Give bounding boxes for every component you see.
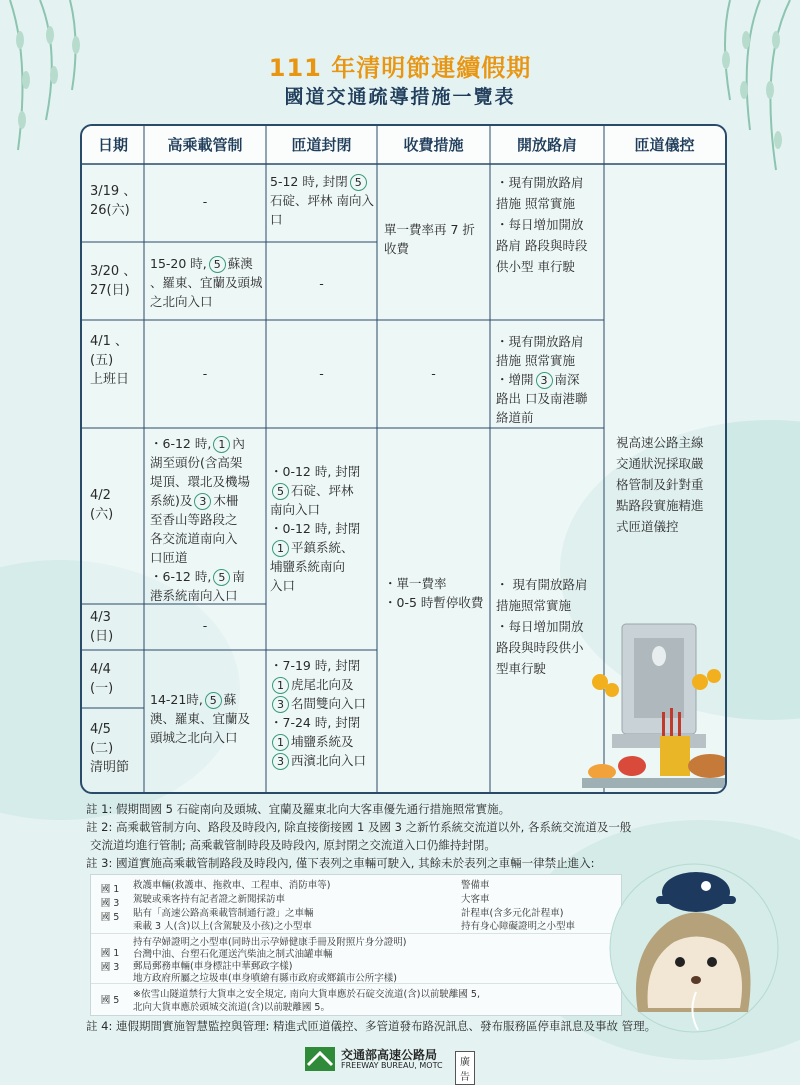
legend-line: 乘載 3 人(含)以上(含駕駛及小孩)之小型車 (133, 921, 312, 932)
route-number-badge: 1 (272, 677, 289, 694)
route-number-badge: 3 (272, 696, 289, 713)
legend-line: 計程車(含多元化計程車) (461, 908, 564, 919)
hov-cell: - (202, 194, 208, 209)
date-cell: 4/3 (日) (90, 610, 114, 644)
date-cell: 3/19 、 26(六) (90, 184, 137, 218)
route-number-badge: 5 (209, 256, 226, 273)
vehicle-legend-table (90, 874, 622, 1016)
ramp-cell: - (319, 276, 324, 291)
toll-cell: ・單一費率 ・0-5 時暫停收費 (384, 576, 484, 610)
legend-group-label: 國 1 國 3 國 5 (100, 884, 120, 923)
header-hov: 高乘載管制 (167, 136, 243, 154)
legend-line: 台灣中油、台塑石化運送汽柴油之制式油罐車輛 (133, 949, 333, 960)
shoulder-cell: ・現有開放路肩 措施 照常實施 ・每日增加開放 路肩 路段與時段 供小型 車行駛 (496, 175, 588, 274)
agency-name-en: FREEWAY BUREAU, MOTC (341, 1061, 443, 1070)
toll-cell: - (431, 366, 436, 381)
route-number-badge: 5 (272, 483, 289, 500)
legend-group-label: 國 1 國 3 (100, 948, 120, 973)
note-4: 註 4: 連假期間實施智慧監控與管理: 精進式匝道儀控、多管道發布路況訊息、發布服務區停車訊息及事故 管理。 (86, 1019, 657, 1033)
note-2: 註 2: 高乘載管制方向、路段及時段內, 除直接銜接國 1 及國 3 之新竹系統交流道以外, 各系統交流道及一般 (86, 820, 632, 834)
hov-cell: 14-21時, 5 蘇 澳、羅東、宜蘭及 頭城之北向入口 (150, 692, 251, 745)
shoulder-cell: ・現有開放路肩 措施 照常實施 ・增開 3 南深 路出 口及南港聯 絡道前 (496, 334, 588, 425)
ramp-cell: - (319, 366, 324, 381)
page-title: 111 年清明節連續假期 (268, 54, 532, 82)
route-number-badge: 1 (272, 734, 289, 751)
route-number-badge: 1 (213, 436, 230, 453)
hov-cell: ・6-12 時, 1 內 湖至頭份(含高架 堤頂、環北及機場 系統)及 3 木柵 至香山等路段之 各交流道南向入 口匝道 ・6-12 時, 5 南 港系統南向入口 (150, 436, 251, 603)
legend-line: 警備車 (461, 880, 490, 891)
legend-line: 北向大貨車應於頭城交流道(含)以前駛離國 5。 (133, 1002, 330, 1013)
route-number-badge: 3 (194, 493, 211, 510)
route-number-badge: 3 (272, 753, 289, 770)
freeway-bureau-logo (305, 1047, 335, 1071)
metering-cell: 視高速公路主線 交通狀況採取嚴 格管制及針對重 點路段實施精進 式匝道儀控 (616, 435, 704, 534)
ramp-cell: ・0-12 時, 封閉 5 石碇、坪林 南向入口 ・0-12 時, 封閉 1 平鎮系統、 埔鹽系統南向 入口 (270, 464, 361, 593)
toll-cell: 單一費率再 7 折 收費 (384, 222, 475, 256)
header-date: 日期 (97, 136, 128, 154)
note-2-cont: 交流道均進行管制; 高乘載管制時段及時段內, 原封閉之交流道入口仍維持封閉。 (90, 838, 496, 852)
hov-cell: - (202, 366, 208, 381)
hedgehog-mascot-illustration (608, 862, 780, 1034)
hov-cell: - (202, 618, 208, 633)
shoulder-cell: ・ 現有開放路肩 措施照常實施 ・每日增加開放 路段與時段供小 型車行駛 (496, 577, 588, 676)
legend-line: 救護車輛(救護車、拖救車、工程車、消防車等) (133, 880, 331, 891)
date-cell: 4/4 (一) (90, 662, 114, 696)
legend-line: 持有身心障礙證明之小型車 (461, 921, 576, 932)
header-toll: 收費措施 (403, 136, 464, 154)
legend-line: 持有孕婦證明之小型車(同時出示孕婦健康手冊及附照片身分證明) (133, 937, 407, 948)
ramp-cell: 5-12 時, 封閉 5 石碇、坪林 南向入 口 (270, 174, 374, 227)
note-1: 註 1: 假期間國 5 石碇南向及頭城、宜蘭及羅東北向大客車優先通行措施照常實施。 (86, 802, 511, 816)
note-3: 註 3: 國道實施高乘載管制路段及時段內, 僅下表列之車輛可駛入, 其餘未於表列之車輛一律禁止進入: (86, 856, 595, 870)
ramp-cell: ・7-19 時, 封閉 1 虎尾北向及 3 名間雙向入口 ・7-24 時, 封閉 1 埔鹽系統及 3 西濱北向入口 (270, 658, 367, 768)
legend-line: 貼有「高速公路高乘載管制通行證」之車輛 (133, 908, 314, 919)
route-number-badge: 3 (536, 372, 553, 389)
legend-row (91, 983, 621, 1015)
page-subtitle: 國道交通疏導措施一覽表 (284, 86, 516, 108)
legend-row (91, 875, 621, 934)
hov-cell: 15-20 時, 5 蘇澳 、羅東、宜蘭及頭城 之北向入口 (150, 256, 263, 309)
date-cell: 3/20 、 27(日) (90, 264, 137, 298)
route-number-badge: 1 (272, 540, 289, 557)
date-cell: 4/1 、 (五) 上班日 (90, 334, 130, 387)
legend-line: ※依雪山隧道禁行大貨車之安全規定, 南向大貨車應於石碇交流道(含)以前駛離國 5, (133, 989, 480, 1000)
header-ramp-closure: 匝道封閉 (291, 136, 352, 154)
route-number-badge: 5 (350, 174, 367, 191)
agency-name-cn: 交通部高速公路局 (341, 1048, 438, 1062)
legend-row (91, 933, 621, 984)
legend-line: 駕駛或乘客持有記者證之新聞採訪車 (133, 894, 286, 905)
legend-line: 大客車 (461, 894, 490, 905)
header-shoulder: 開放路肩 (516, 136, 577, 154)
legend-group-label: 國 5 (100, 995, 120, 1006)
legend-line: 地方政府所屬之垃圾車(車身噴繪有縣市政府或鄉鎮市公所字樣) (133, 973, 397, 984)
header-ramp-metering: 匝道儀控 (634, 136, 695, 154)
route-number-badge: 5 (213, 569, 230, 586)
route-number-badge: 5 (205, 692, 222, 709)
date-cell: 4/2 (六) (90, 488, 114, 522)
tomb-offerings-illustration (582, 616, 725, 792)
ad-label: 廣告 (455, 1051, 475, 1085)
measures-table (80, 124, 727, 794)
legend-line: 郵局郵務車輛(車身標註中華郵政字樣) (133, 961, 293, 972)
date-cell: 4/5 (二) 清明節 (90, 722, 130, 775)
